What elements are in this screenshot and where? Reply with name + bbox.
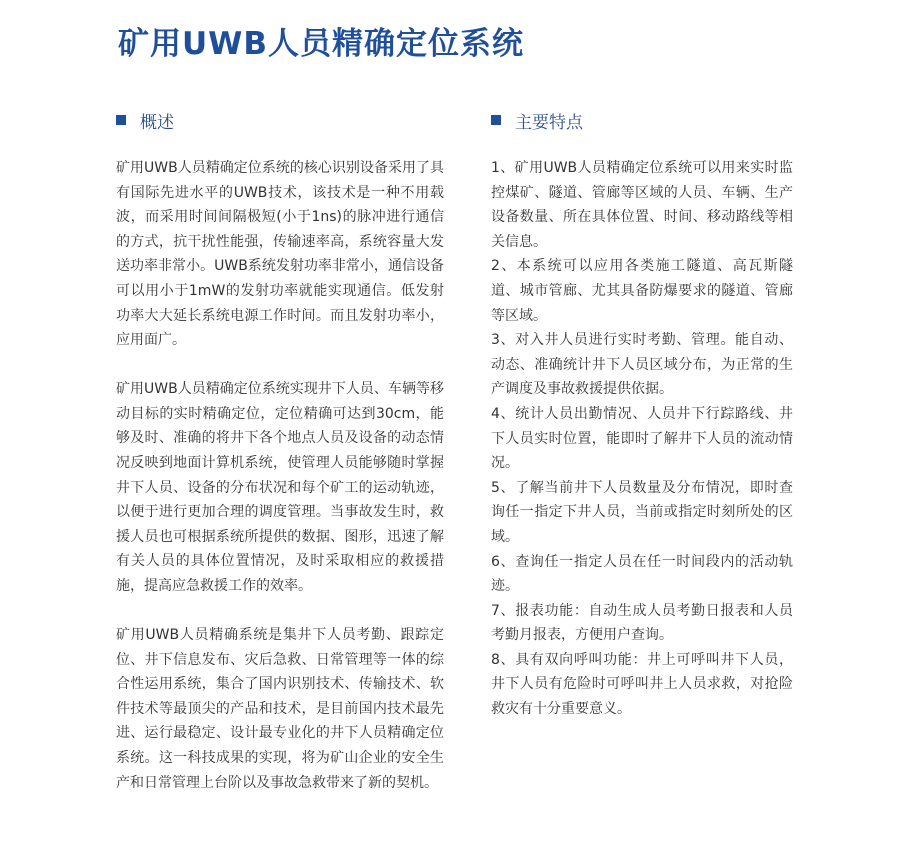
feature-item: 1、矿用UWB人员精确定位系统可以用来实时监控煤矿、隧道、管廊等区域的人员、车辆、生产设备数量、所在具体位置、时间、移动路线等相关信息。 bbox=[491, 160, 793, 250]
overview-paragraph: 矿用UWB人员精确定位系统的核心识别设备采用了具有国际先进水平的UWB技术，该技术是一种不用载波，而采用时间间隔极短(小于1ns)的脉冲进行通信的方式，抗干扰性能强，传输速率高，系统容量大发送功率非常小。UWB系统发射功率非常小，通信设备可以用小于1mW的发射功率就能实现通信。低发射功率大大延长系统电源工作时间。而且发射功率小，应用面广。 bbox=[116, 160, 444, 349]
features-header bbox=[491, 108, 793, 132]
square-bullet-icon bbox=[491, 115, 501, 125]
feature-item: 3、对入井人员进行实时考勤、管理。能自动、动态、准确统计井下人员区域分布，为正常的生产调度及事故救援提供依据。 bbox=[491, 332, 793, 398]
page-title: 矿用UWB人员精确定位系统 bbox=[118, 26, 524, 62]
feature-item: 8、具有双向呼叫功能：井上可呼叫井下人员，井下人员有危险时可呼叫井上人员求救，对抢险救灾有十分重要意义。 bbox=[491, 651, 793, 718]
features-heading: 主要特点 bbox=[515, 112, 583, 133]
features-section bbox=[491, 108, 793, 722]
feature-item: 6、查询任一指定人员在任一时间段内的活动轨迹。 bbox=[491, 553, 793, 595]
overview-section bbox=[116, 108, 444, 795]
overview-paragraph: 矿用UWB人员精确系统是集井下人员考勤、跟踪定位、井下信息发布、灾后急救、日常管理等一体的综合性运用系统，集合了国内识别技术、传输技术、软件技术等最顶尖的产品和技术，是目前国内技术最先进、运行最稳定、设计最专业化的井下人员精确定位系统。这一科技成果的实现，将为矿山企业的安全生产和日常管理上台阶以及事故急救带来了新的契机。 bbox=[116, 627, 444, 791]
feature-item: 5、了解当前井下人员数量及分布情况，即时查询任一指定下井人员，当前或指定时刻所处的区域。 bbox=[491, 479, 793, 545]
overview-heading: 概述 bbox=[140, 112, 174, 133]
overview-header bbox=[116, 108, 444, 132]
feature-item: 7、报表功能：自动生成人员考勤日报表和人员考勤月报表，方便用户查询。 bbox=[491, 602, 793, 644]
overview-paragraph: 矿用UWB人员精确定位系统实现井下人员、车辆等移动目标的实时精确定位，定位精确可达到30cm，能够及时、准确的将井下各个地点人员及设备的动态情况反映到地面计算机系统，使管理人员能够随时掌握井下人员、设备的分布状况和每个矿工的运动轨迹，以便于进行更加合理的调度管理。当事故发生时，救援人员也可根据系统所提供的数据、图形，迅速了解有关人员的具体位置情况，及时采取相应的救援措施，提高应急救援工作的效率。 bbox=[116, 381, 444, 594]
feature-item: 2、本系统可以应用各类施工隧道、高瓦斯隧道、城市管廊、尤其具备防爆要求的隧道、管廊等区域。 bbox=[491, 258, 793, 324]
square-bullet-icon bbox=[116, 115, 126, 125]
feature-item: 4、统计人员出勤情况、人员井下行踪路线、井下人员实时位置，能即时了解井下人员的流动情况。 bbox=[491, 405, 793, 472]
